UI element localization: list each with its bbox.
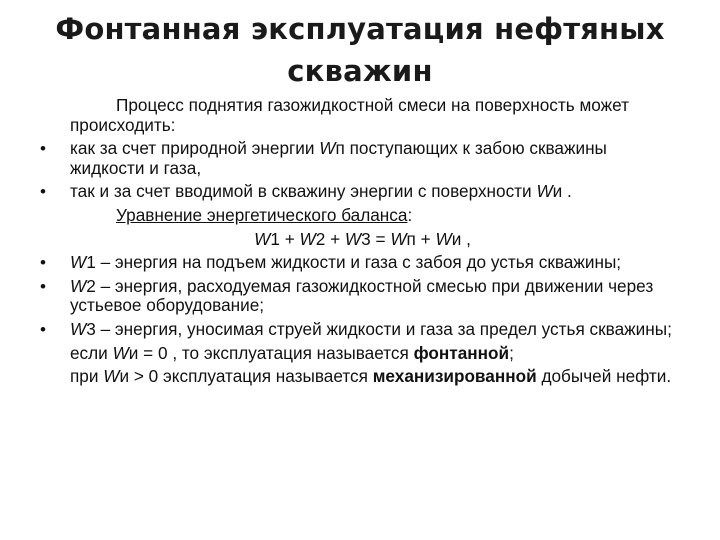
slide-title [40, 8, 680, 92]
bullet2-pre: так и за счет вводимой в скважину энергии с поверхности [70, 181, 537, 202]
line-when-post: добычей нефти. [536, 366, 672, 387]
line-when-pre: при [70, 366, 104, 387]
bullet-w3 [40, 320, 685, 340]
balance-heading-colon: : [407, 204, 413, 225]
eq-p3: 3 = [361, 228, 391, 249]
bullet3-num: 1 [86, 252, 96, 273]
eq-w1-sym: W [254, 228, 271, 249]
bullet-w2 [40, 277, 685, 316]
bullet5-symbol: W [70, 318, 87, 339]
bullet-natural-energy [40, 139, 685, 178]
bullet4-symbol: W [70, 275, 87, 296]
bullet4-text: – энергия, расходуемая газожидкостной смесью при движении через устьевое оборудование; [70, 275, 654, 316]
bullet2-sub: и [552, 181, 563, 202]
intro-paragraph: Процесс поднятия газожидкостной смеси на поверхность может происходить: [70, 95, 629, 135]
line-if-bold: фонтанной [413, 342, 510, 363]
eq-wu-sym: W [435, 228, 452, 249]
bullet5-num: 3 [86, 318, 96, 339]
title-line-2: скважин [287, 54, 433, 88]
bullet3-symbol: W [70, 252, 87, 273]
eq-wn-sym: W [390, 228, 407, 249]
eq-p1: 1 + [270, 228, 300, 249]
balance-heading [40, 206, 685, 226]
line-if-sub: и [128, 342, 139, 363]
bullet3-text: – энергия на подъем жидкости и газа с забоя до устья скважины; [95, 252, 622, 273]
bullet5-text: – энергия, уносимая струей жидкости и газа за предел устья скважины; [95, 318, 672, 339]
line-if-zero [40, 344, 685, 364]
eq-u: и , [451, 228, 471, 249]
eq-w2-sym: W [299, 228, 316, 249]
bullet4-num: 2 [86, 275, 96, 296]
eq-n: п + [406, 228, 436, 249]
line-if-mid: = 0 , то эксплуатация называется [138, 342, 414, 363]
line-if-post: ; [509, 342, 514, 363]
line-when-mid: > 0 эксплуатация называется [129, 366, 373, 387]
line-when-sub: и [119, 366, 130, 387]
bullet1-pre: как за счет природной энергии [70, 138, 320, 159]
line-if-pre: если [70, 342, 113, 363]
bullet-w1 [40, 253, 685, 273]
bullet1-sub: п [335, 138, 345, 159]
bullet2-post: . [562, 181, 572, 202]
eq-p2: 2 + [315, 228, 345, 249]
slide-body [40, 96, 685, 391]
line-when-bold: механизированной [372, 366, 537, 387]
eq-w3-sym: W [344, 228, 362, 249]
line-when-positive [40, 367, 685, 387]
balance-equation [40, 230, 685, 250]
bullet-input-energy [40, 182, 685, 202]
line-when-symbol: W [103, 366, 120, 387]
bullet1-symbol: W [319, 138, 336, 159]
bullet1-post: поступающих к забою скважины жидкости и газа, [70, 138, 607, 178]
line-if-symbol: W [112, 342, 129, 363]
title-line-1: Фонтанная эксплуатация нефтяных [55, 12, 665, 46]
balance-heading-text: Уравнение энергетического баланса [116, 204, 408, 225]
bullet2-symbol: W [536, 181, 553, 202]
